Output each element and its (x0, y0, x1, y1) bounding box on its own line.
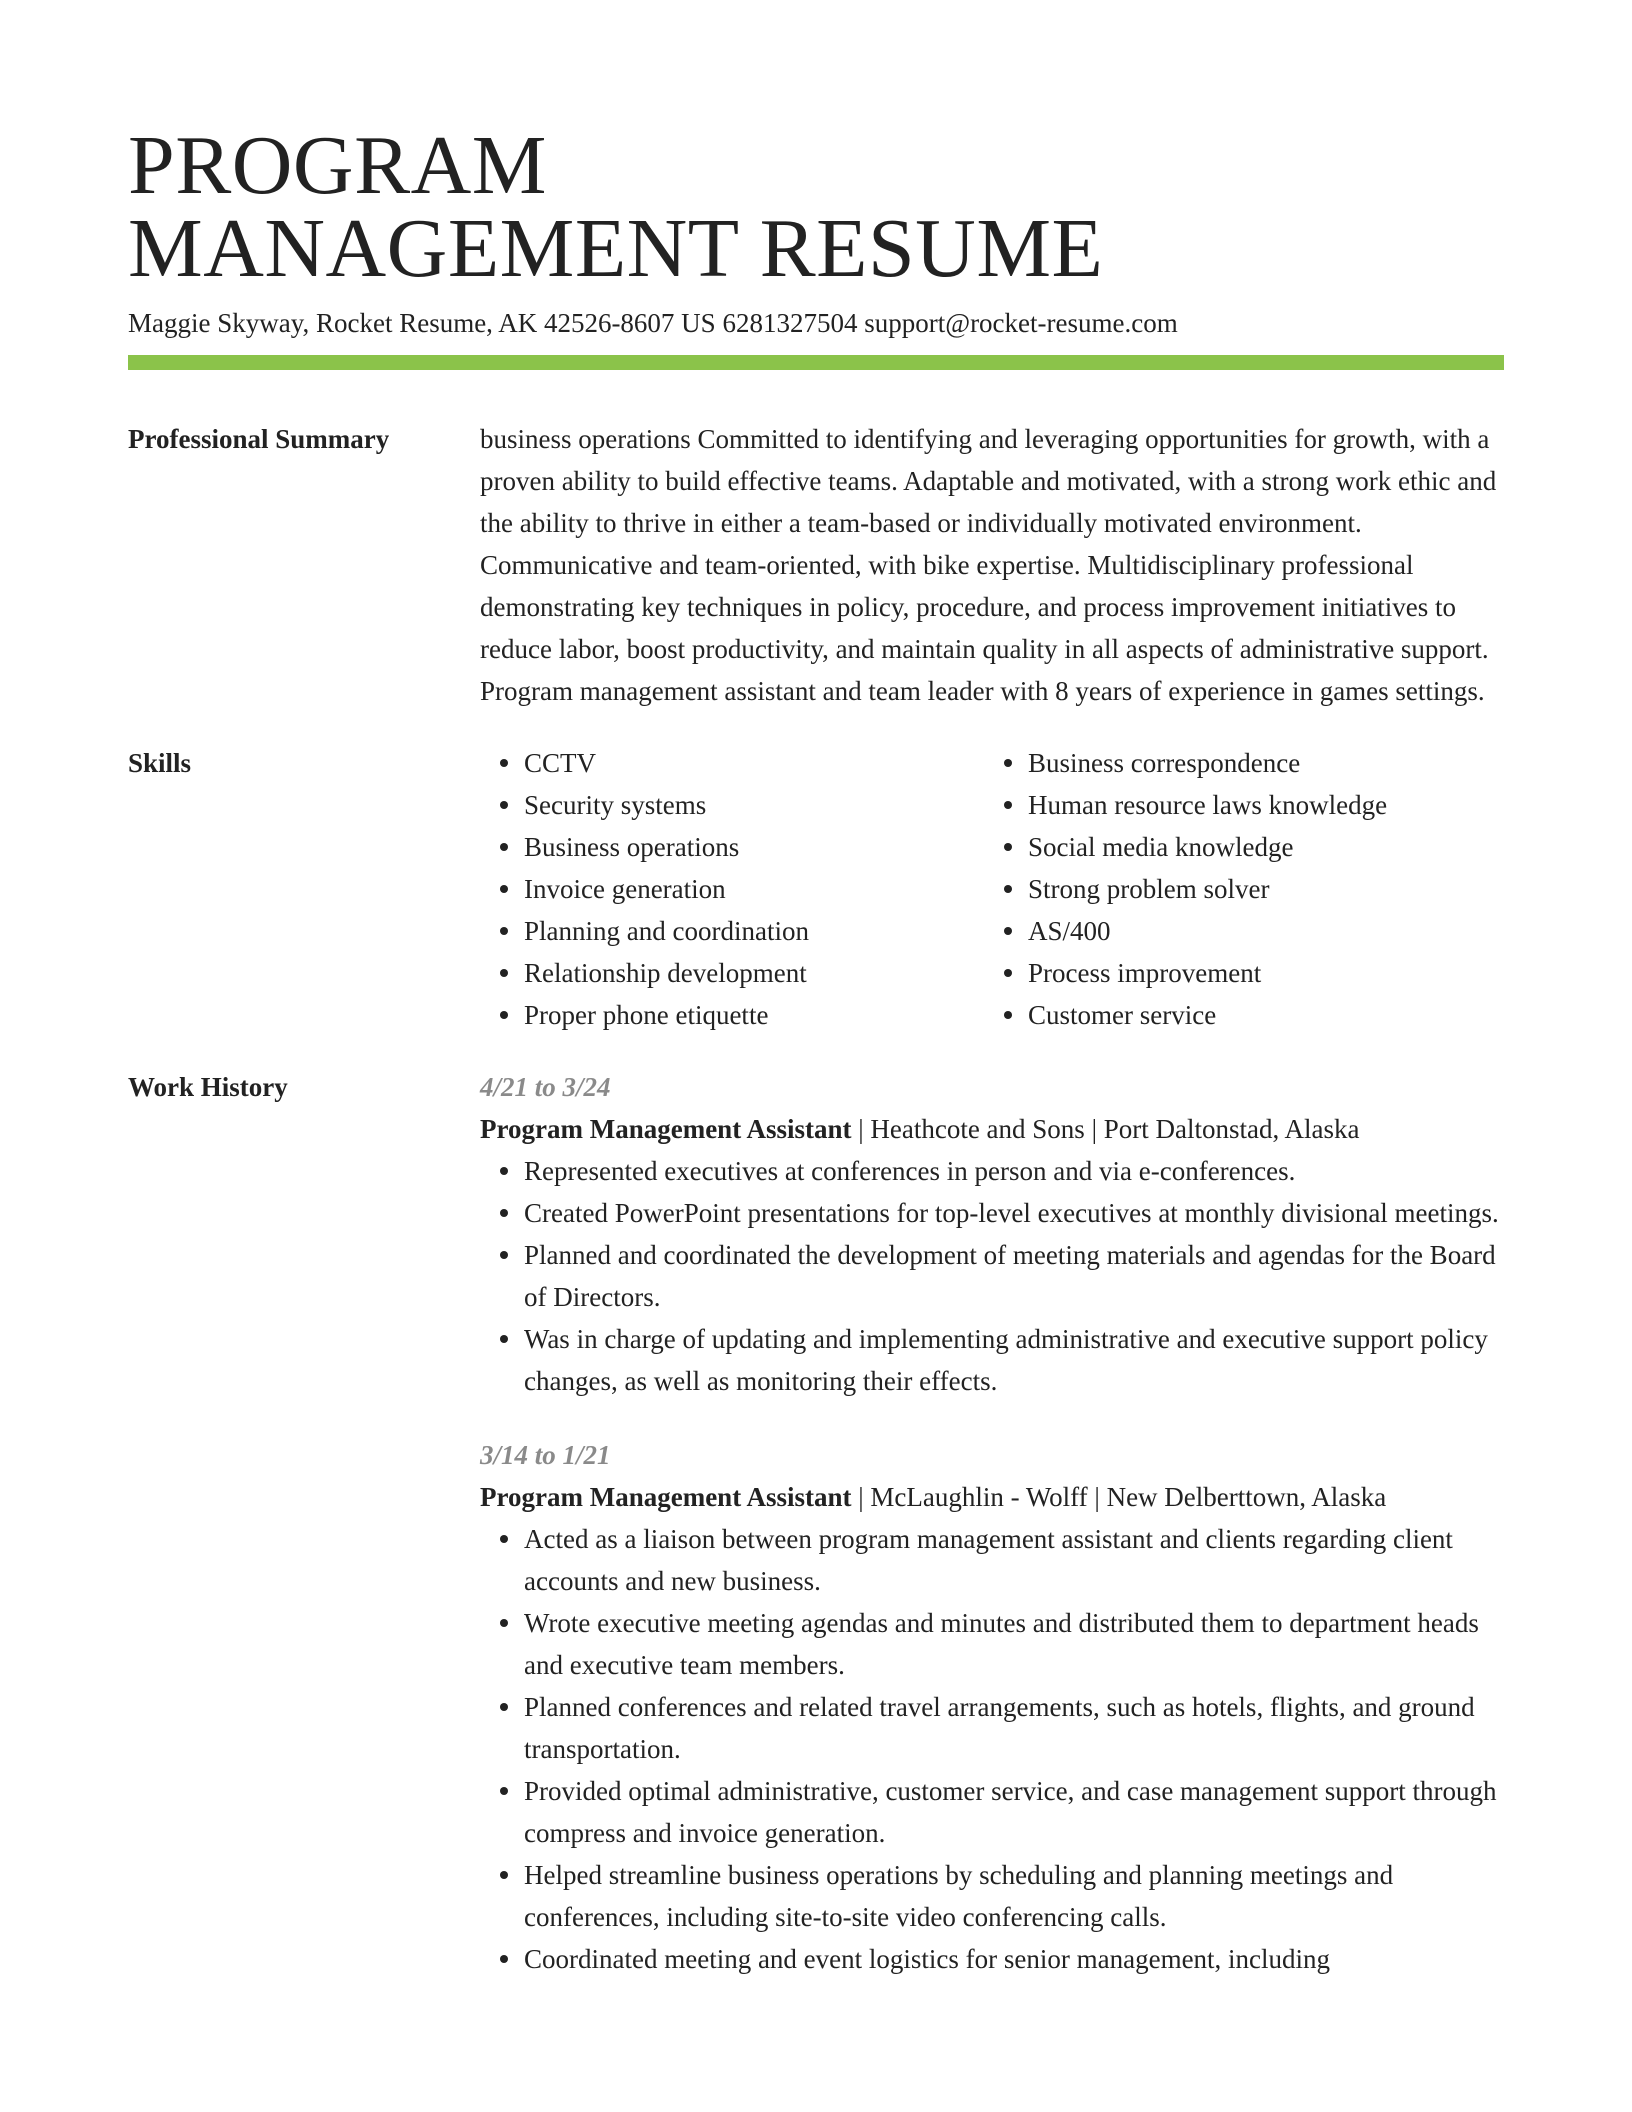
skills-section (128, 742, 1504, 1036)
job-entry (480, 1066, 1504, 1402)
job-separator: | (851, 1114, 871, 1144)
job-separator: | (1087, 1482, 1107, 1512)
skill-item: Business correspondence (1028, 742, 1488, 784)
title-line-1: PROGRAM (128, 119, 547, 212)
job-title: Program Management Assistant (480, 1114, 852, 1144)
skills-list-left (480, 742, 984, 1036)
job-duties-list (480, 1518, 1504, 1980)
skill-item: Proper phone etiquette (524, 994, 984, 1036)
skill-item: Customer service (1028, 994, 1488, 1036)
contact-line: Maggie Skyway, Rocket Resume, AK 42526-8607 US 6281327504 support@rocket-resume.com (128, 308, 1178, 338)
work-history-body (480, 1066, 1504, 1980)
section-label-work-history: Work History (128, 1072, 288, 1102)
job-heading (480, 1476, 1504, 1518)
skills-list-right (984, 742, 1488, 1036)
job-company: McLaughlin - Wolff (870, 1482, 1088, 1512)
job-duty-item: Wrote executive meeting agendas and minutes and distributed them to department heads and executive team members. (524, 1602, 1504, 1686)
skill-item: Process improvement (1028, 952, 1488, 994)
skill-item: Security systems (524, 784, 984, 826)
job-duty-item: Represented executives at conferences in person and via e-conferences. (524, 1150, 1504, 1192)
skill-item: Human resource laws knowledge (1028, 784, 1488, 826)
job-duty-item: Planned conferences and related travel arrangements, such as hotels, flights, and ground transportation. (524, 1686, 1504, 1770)
job-duty-item: Was in charge of updating and implementing administrative and executive support policy changes, as well as monitoring their effects. (524, 1318, 1504, 1402)
section-label-summary: Professional Summary (128, 424, 390, 454)
skill-item: Business operations (524, 826, 984, 868)
job-duties-list (480, 1150, 1504, 1402)
resume-title (128, 0, 1504, 295)
skill-item: Social media knowledge (1028, 826, 1488, 868)
section-label-skills: Skills (128, 748, 192, 778)
work-history-section (128, 1066, 1504, 1980)
summary-text: business operations Committed to identifying and leveraging opportunities for growth, with a proven ability to build effective teams. Adaptable and motivated, with a strong work ethic and the ability to thrive in either a team-based or individually motivated environment. Communicative and team-oriented, with bike expertise. Multidisciplinary professional demonstrating key techniques in policy, procedure, and process improvement initiatives to reduce labor, boost productivity, and maintain quality in all aspects of administrative support. Program management assistant and team leader with 8 years of experience in games settings. (480, 424, 1497, 706)
accent-divider (128, 355, 1504, 370)
resume-page (128, 0, 1504, 1980)
skill-item: CCTV (524, 742, 984, 784)
job-duty-item: Helped streamline business operations by scheduling and planning meetings and conferences, including site-to-site video conferencing calls. (524, 1854, 1504, 1938)
job-title: Program Management Assistant (480, 1482, 852, 1512)
job-dates: 4/21 to 3/24 (480, 1072, 611, 1102)
job-separator: | (1084, 1114, 1104, 1144)
job-dates: 3/14 to 1/21 (480, 1440, 611, 1470)
job-location: Port Daltonstad, Alaska (1103, 1114, 1360, 1144)
skill-item: Relationship development (524, 952, 984, 994)
job-entry (480, 1434, 1504, 1980)
title-line-2: MANAGEMENT RESUME (128, 202, 1104, 295)
job-separator: | (851, 1482, 871, 1512)
job-duty-item: Acted as a liaison between program management assistant and clients regarding client accounts and new business. (524, 1518, 1504, 1602)
job-duty-item: Provided optimal administrative, customer service, and case management support through compress and invoice generation. (524, 1770, 1504, 1854)
job-duty-item: Coordinated meeting and event logistics for senior management, including (524, 1938, 1504, 1980)
skill-item: AS/400 (1028, 910, 1488, 952)
summary-section (128, 418, 1504, 712)
job-duty-item: Created PowerPoint presentations for top-level executives at monthly divisional meetings. (524, 1192, 1504, 1234)
skill-item: Planning and coordination (524, 910, 984, 952)
job-heading (480, 1108, 1504, 1150)
job-duty-item: Planned and coordinated the development of meeting materials and agendas for the Board of Directors. (524, 1234, 1504, 1318)
skill-item: Strong problem solver (1028, 868, 1488, 910)
skills-columns (480, 742, 1504, 1036)
skill-item: Invoice generation (524, 868, 984, 910)
job-company: Heathcote and Sons (870, 1114, 1085, 1144)
job-location: New Delberttown, Alaska (1106, 1482, 1387, 1512)
